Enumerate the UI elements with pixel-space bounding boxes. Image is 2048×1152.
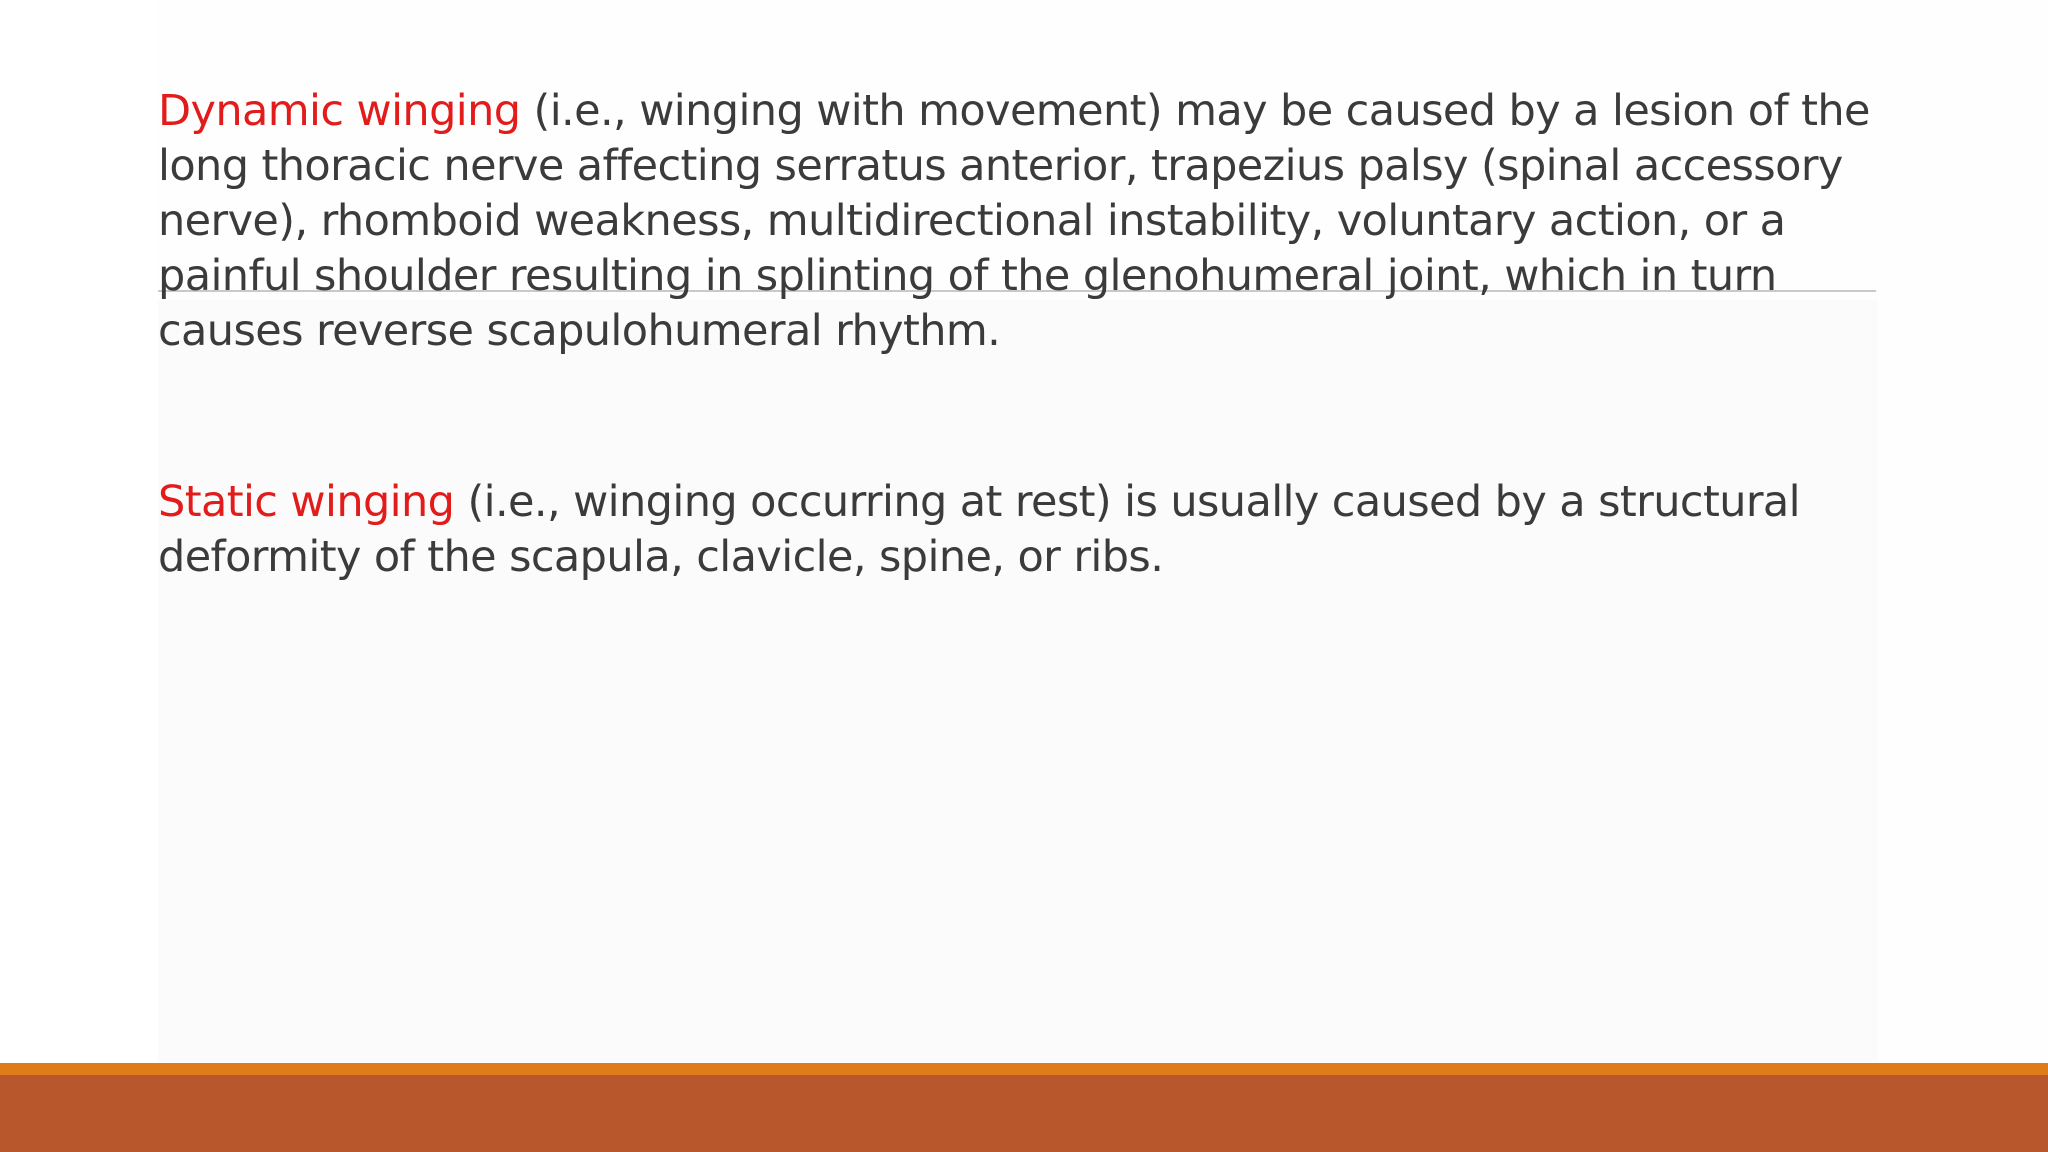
paragraph-static-winging xyxy=(158,475,1878,585)
paragraph-text: (i.e., winging occurring at rest) is usually caused by a structural deformity of the scapula, clavicle, spine, or ribs. xyxy=(158,477,1801,582)
footer-band xyxy=(0,1075,2048,1152)
paragraph-dynamic-winging xyxy=(158,84,1878,359)
footer-accent-stripe xyxy=(0,1063,2048,1075)
term-static-winging: Static winging xyxy=(158,477,455,527)
slide-body xyxy=(158,84,1878,585)
term-dynamic-winging: Dynamic winging xyxy=(158,86,521,136)
slide-left-margin xyxy=(0,0,158,1062)
paragraph-text: (i.e., winging with movement) may be caused by a lesion of the long thoracic nerve affecting serratus anterior, trapezius palsy (spinal accessory nerve), rhomboid weakness, multidirectional instability, voluntary action, or a painful shoulder resulting in splinting of the glenohumeral joint, which in turn causes reverse scapulohumeral rhythm. xyxy=(158,86,1870,356)
